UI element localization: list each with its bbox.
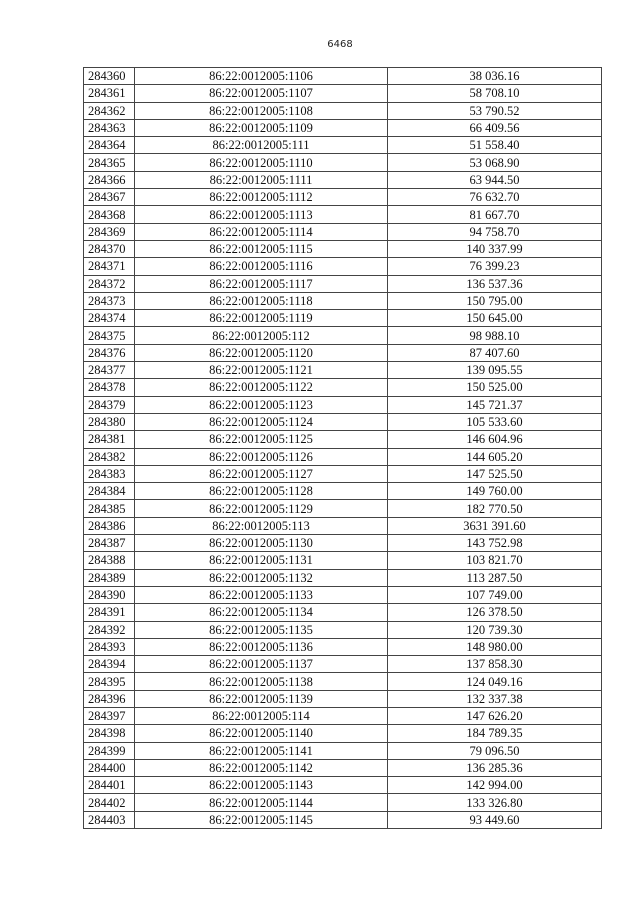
row-number-cell: 284362: [84, 102, 135, 119]
row-number-cell: 284372: [84, 275, 135, 292]
cadastral-number-cell: 86:22:0012005:1106: [135, 68, 388, 85]
cadastral-value-cell: 182 770.50: [388, 500, 602, 517]
cadastral-value-cell: 94 758.70: [388, 223, 602, 240]
cadastral-value-cell: 113 287.50: [388, 569, 602, 586]
row-number-cell: 284378: [84, 379, 135, 396]
cadastral-value-cell: 132 337.38: [388, 690, 602, 707]
table-row: [84, 154, 602, 171]
table-row: [84, 517, 602, 534]
table-row: [84, 690, 602, 707]
cadastral-value-cell: 150 525.00: [388, 379, 602, 396]
row-number-cell: 284385: [84, 500, 135, 517]
cadastral-number-cell: 86:22:0012005:1120: [135, 344, 388, 361]
cadastral-number-cell: 86:22:0012005:1126: [135, 448, 388, 465]
cadastral-value-cell: 136 285.36: [388, 759, 602, 776]
cadastral-value-cell: 149 760.00: [388, 483, 602, 500]
cadastral-number-cell: 86:22:0012005:1137: [135, 656, 388, 673]
cadastral-number-cell: 86:22:0012005:1123: [135, 396, 388, 413]
row-number-cell: 284376: [84, 344, 135, 361]
row-number-cell: 284402: [84, 794, 135, 811]
table-row: [84, 240, 602, 257]
cadastral-number-cell: 86:22:0012005:1127: [135, 465, 388, 482]
table-row: [84, 586, 602, 603]
table-row: [84, 483, 602, 500]
cadastral-value-cell: 58 708.10: [388, 85, 602, 102]
table-row: [84, 535, 602, 552]
row-number-cell: 284367: [84, 189, 135, 206]
cadastral-value-cell: 139 095.55: [388, 362, 602, 379]
cadastral-value-cell: 79 096.50: [388, 742, 602, 759]
cadastral-number-cell: 86:22:0012005:1114: [135, 223, 388, 240]
table-row: [84, 448, 602, 465]
cadastral-number-cell: 86:22:0012005:1135: [135, 621, 388, 638]
cadastral-value-cell: 142 994.00: [388, 777, 602, 794]
table-row: [84, 777, 602, 794]
cadastral-number-cell: 86:22:0012005:1118: [135, 292, 388, 309]
row-number-cell: 284364: [84, 137, 135, 154]
cadastral-number-cell: 86:22:0012005:1141: [135, 742, 388, 759]
cadastral-number-cell: 86:22:0012005:1131: [135, 552, 388, 569]
row-number-cell: 284384: [84, 483, 135, 500]
table-row: [84, 85, 602, 102]
row-number-cell: 284391: [84, 604, 135, 621]
row-number-cell: 284368: [84, 206, 135, 223]
cadastral-value-cell: 124 049.16: [388, 673, 602, 690]
table-row: [84, 171, 602, 188]
registry-table: [83, 67, 602, 829]
cadastral-number-cell: 86:22:0012005:111: [135, 137, 388, 154]
cadastral-value-cell: 76 632.70: [388, 189, 602, 206]
cadastral-value-cell: 3631 391.60: [388, 517, 602, 534]
table-row: [84, 552, 602, 569]
table-row: [84, 673, 602, 690]
row-number-cell: 284366: [84, 171, 135, 188]
cadastral-value-cell: 136 537.36: [388, 275, 602, 292]
cadastral-value-cell: 120 739.30: [388, 621, 602, 638]
row-number-cell: 284389: [84, 569, 135, 586]
cadastral-value-cell: 98 988.10: [388, 327, 602, 344]
table-row: [84, 794, 602, 811]
cadastral-value-cell: 107 749.00: [388, 586, 602, 603]
table-row: [84, 275, 602, 292]
table-row: [84, 500, 602, 517]
row-number-cell: 284383: [84, 465, 135, 482]
cadastral-value-cell: 53 068.90: [388, 154, 602, 171]
row-number-cell: 284381: [84, 431, 135, 448]
cadastral-number-cell: 86:22:0012005:1129: [135, 500, 388, 517]
row-number-cell: 284393: [84, 638, 135, 655]
row-number-cell: 284386: [84, 517, 135, 534]
row-number-cell: 284365: [84, 154, 135, 171]
row-number-cell: 284373: [84, 292, 135, 309]
table-row: [84, 137, 602, 154]
row-number-cell: 284380: [84, 413, 135, 430]
cadastral-value-cell: 66 409.56: [388, 119, 602, 136]
cadastral-number-cell: 86:22:0012005:1144: [135, 794, 388, 811]
row-number-cell: 284371: [84, 258, 135, 275]
cadastral-value-cell: 103 821.70: [388, 552, 602, 569]
row-number-cell: 284375: [84, 327, 135, 344]
cadastral-value-cell: 133 326.80: [388, 794, 602, 811]
cadastral-number-cell: 86:22:0012005:1124: [135, 413, 388, 430]
cadastral-number-cell: 86:22:0012005:1134: [135, 604, 388, 621]
cadastral-number-cell: 86:22:0012005:1113: [135, 206, 388, 223]
cadastral-number-cell: 86:22:0012005:1125: [135, 431, 388, 448]
cadastral-value-cell: 184 789.35: [388, 725, 602, 742]
table-row: [84, 725, 602, 742]
table-row: [84, 465, 602, 482]
cadastral-number-cell: 86:22:0012005:1136: [135, 638, 388, 655]
cadastral-value-cell: 53 790.52: [388, 102, 602, 119]
cadastral-value-cell: 143 752.98: [388, 535, 602, 552]
cadastral-number-cell: 86:22:0012005:1139: [135, 690, 388, 707]
cadastral-value-cell: 105 533.60: [388, 413, 602, 430]
cadastral-value-cell: 147 525.50: [388, 465, 602, 482]
row-number-cell: 284403: [84, 811, 135, 828]
cadastral-number-cell: 86:22:0012005:1133: [135, 586, 388, 603]
cadastral-number-cell: 86:22:0012005:1117: [135, 275, 388, 292]
cadastral-value-cell: 146 604.96: [388, 431, 602, 448]
table-row: [84, 102, 602, 119]
cadastral-number-cell: 86:22:0012005:1145: [135, 811, 388, 828]
cadastral-number-cell: 86:22:0012005:1132: [135, 569, 388, 586]
cadastral-value-cell: 51 558.40: [388, 137, 602, 154]
cadastral-value-cell: 81 667.70: [388, 206, 602, 223]
table-row: [84, 68, 602, 85]
row-number-cell: 284399: [84, 742, 135, 759]
cadastral-value-cell: 93 449.60: [388, 811, 602, 828]
row-number-cell: 284392: [84, 621, 135, 638]
cadastral-number-cell: 86:22:0012005:1142: [135, 759, 388, 776]
registry-table-body: [84, 68, 602, 829]
table-row: [84, 742, 602, 759]
table-row: [84, 119, 602, 136]
table-row: [84, 292, 602, 309]
table-row: [84, 344, 602, 361]
table-row: [84, 707, 602, 724]
row-number-cell: 284374: [84, 310, 135, 327]
cadastral-number-cell: 86:22:0012005:1130: [135, 535, 388, 552]
cadastral-number-cell: 86:22:0012005:1111: [135, 171, 388, 188]
row-number-cell: 284401: [84, 777, 135, 794]
table-row: [84, 258, 602, 275]
table-row: [84, 569, 602, 586]
cadastral-value-cell: 76 399.23: [388, 258, 602, 275]
cadastral-value-cell: 126 378.50: [388, 604, 602, 621]
cadastral-number-cell: 86:22:0012005:1109: [135, 119, 388, 136]
cadastral-value-cell: 38 036.16: [388, 68, 602, 85]
cadastral-number-cell: 86:22:0012005:113: [135, 517, 388, 534]
row-number-cell: 284398: [84, 725, 135, 742]
table-row: [84, 362, 602, 379]
table-row: [84, 413, 602, 430]
row-number-cell: 284360: [84, 68, 135, 85]
table-row: [84, 189, 602, 206]
cadastral-number-cell: 86:22:0012005:1112: [135, 189, 388, 206]
table-row: [84, 431, 602, 448]
row-number-cell: 284387: [84, 535, 135, 552]
row-number-cell: 284363: [84, 119, 135, 136]
cadastral-number-cell: 86:22:0012005:1121: [135, 362, 388, 379]
table-row: [84, 327, 602, 344]
cadastral-value-cell: 145 721.37: [388, 396, 602, 413]
cadastral-number-cell: 86:22:0012005:1108: [135, 102, 388, 119]
table-row: [84, 621, 602, 638]
table-row: [84, 811, 602, 828]
cadastral-value-cell: 140 337.99: [388, 240, 602, 257]
row-number-cell: 284390: [84, 586, 135, 603]
row-number-cell: 284377: [84, 362, 135, 379]
row-number-cell: 284395: [84, 673, 135, 690]
cadastral-value-cell: 150 645.00: [388, 310, 602, 327]
cadastral-value-cell: 137 858.30: [388, 656, 602, 673]
cadastral-number-cell: 86:22:0012005:1110: [135, 154, 388, 171]
table-row: [84, 223, 602, 240]
row-number-cell: 284394: [84, 656, 135, 673]
cadastral-number-cell: 86:22:0012005:1115: [135, 240, 388, 257]
table-row: [84, 206, 602, 223]
row-number-cell: 284369: [84, 223, 135, 240]
cadastral-number-cell: 86:22:0012005:114: [135, 707, 388, 724]
cadastral-number-cell: 86:22:0012005:1138: [135, 673, 388, 690]
cadastral-number-cell: 86:22:0012005:112: [135, 327, 388, 344]
cadastral-value-cell: 147 626.20: [388, 707, 602, 724]
row-number-cell: 284382: [84, 448, 135, 465]
cadastral-number-cell: 86:22:0012005:1140: [135, 725, 388, 742]
table-row: [84, 656, 602, 673]
cadastral-number-cell: 86:22:0012005:1122: [135, 379, 388, 396]
cadastral-value-cell: 63 944.50: [388, 171, 602, 188]
cadastral-value-cell: 150 795.00: [388, 292, 602, 309]
cadastral-number-cell: 86:22:0012005:1143: [135, 777, 388, 794]
row-number-cell: 284361: [84, 85, 135, 102]
row-number-cell: 284370: [84, 240, 135, 257]
cadastral-number-cell: 86:22:0012005:1116: [135, 258, 388, 275]
table-row: [84, 379, 602, 396]
row-number-cell: 284400: [84, 759, 135, 776]
row-number-cell: 284388: [84, 552, 135, 569]
cadastral-value-cell: 144 605.20: [388, 448, 602, 465]
table-row: [84, 310, 602, 327]
table-row: [84, 759, 602, 776]
table-row: [84, 396, 602, 413]
cadastral-value-cell: 148 980.00: [388, 638, 602, 655]
row-number-cell: 284379: [84, 396, 135, 413]
page-number: 6468: [327, 39, 353, 50]
cadastral-number-cell: 86:22:0012005:1119: [135, 310, 388, 327]
row-number-cell: 284397: [84, 707, 135, 724]
row-number-cell: 284396: [84, 690, 135, 707]
cadastral-number-cell: 86:22:0012005:1128: [135, 483, 388, 500]
table-row: [84, 604, 602, 621]
table-row: [84, 638, 602, 655]
cadastral-number-cell: 86:22:0012005:1107: [135, 85, 388, 102]
cadastral-value-cell: 87 407.60: [388, 344, 602, 361]
